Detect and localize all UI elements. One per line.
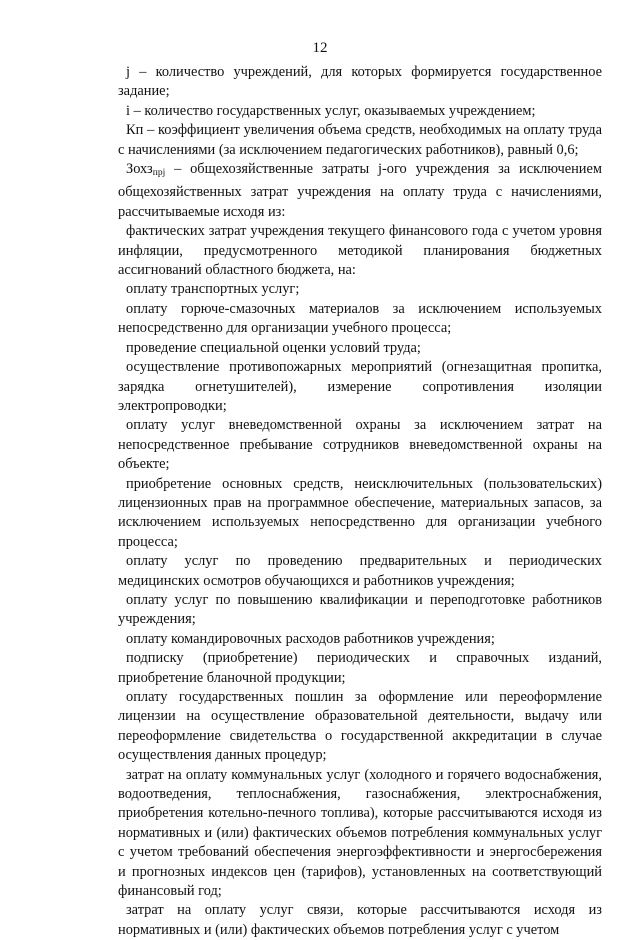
document-body <box>118 63 602 940</box>
paragraph: осуществление противопожарных мероприятий (огнезащитная пропитка, зарядка огнетушителей), измерение сопротивления изоляции электропроводки; <box>118 359 602 414</box>
paragraph: затрат на оплату услуг связи, которые рассчитываются исходя из нормативных и (или) фактических объемов потребления услуг с учетом <box>118 902 602 938</box>
paragraph: затрат на оплату коммунальных услуг (холодного и горячего водоснабжения, водоотведения, теплоснабжения, газоснабжения, электроснабжения, приобретения котельно-печного топлива), которые рассчитываются исходя из нормативных и (или) фактических объемов потребления коммунальных услуг с учетом требований обеспечения энергоэффективности и энергосбережения и прогнозных индексов цен (тарифов), установленных на соответствующий финансовый год; <box>118 766 602 900</box>
paragraph: приобретение основных средств, неисключительных (пользовательских) лицензионных прав на программное обеспечение, материальных запасов, за исключением используемых непосредственно для организации учебного процесса; <box>118 475 602 550</box>
paragraph: j – количество учреждений, для которых формируется государственное задание; <box>118 64 602 100</box>
term-label: Зохз <box>126 161 153 178</box>
paragraph: проведение специальной оценки условий труда; <box>126 339 421 356</box>
paragraph: оплату услуг по повышению квалификации и переподготовке работников учреждения; <box>118 591 602 628</box>
paragraph: Кп – коэффициент увеличения объема средств, необходимых на оплату труда с начислениями (за исключением педагогических работников), равный 0,6; <box>118 122 602 158</box>
paragraph <box>118 160 602 222</box>
paragraph: подписку (приобретение) периодических и справочных изданий, приобретение бланочной продукции; <box>118 650 602 686</box>
term-subscript: прj <box>152 168 166 179</box>
paragraph: оплату командировочных расходов работников учреждения; <box>126 630 495 647</box>
paragraph: оплату услуг вневедомственной охраны за исключением затрат на непосредственное пребывание сотрудников вневедомственной охраны на объекте; <box>118 417 602 473</box>
term-definition: – общехозяйственные затраты j-ого учреждения за исключением общехозяйственных затрат учреждения на оплату труда с начислениями, рассчитываемые исходя из: <box>118 161 602 220</box>
paragraph: оплату услуг по проведению предварительных и периодических медицинских осмотров обучающихся и работников учреждения; <box>118 553 602 589</box>
paragraph: фактических затрат учреждения текущего финансового года с учетом уровня инфляции, предусмотренного методикой планирования бюджетных ассигнований областного бюджета, на: <box>118 223 602 279</box>
paragraph: оплату горюче-смазочных материалов за исключением используемых непосредственно для организации учебного процесса; <box>118 300 602 337</box>
paragraph: оплату государственных пошлин за оформление или переоформление лицензии на осуществление образовательной деятельности, выдачу или переоформление свидетельства о государственной аккредитации в случае осуществления данных процедур; <box>118 689 602 764</box>
paragraph: i – количество государственных услуг, оказываемых учреждением; <box>126 102 536 119</box>
page-number: 12 <box>312 40 328 56</box>
paragraph: оплату транспортных услуг; <box>126 281 300 298</box>
